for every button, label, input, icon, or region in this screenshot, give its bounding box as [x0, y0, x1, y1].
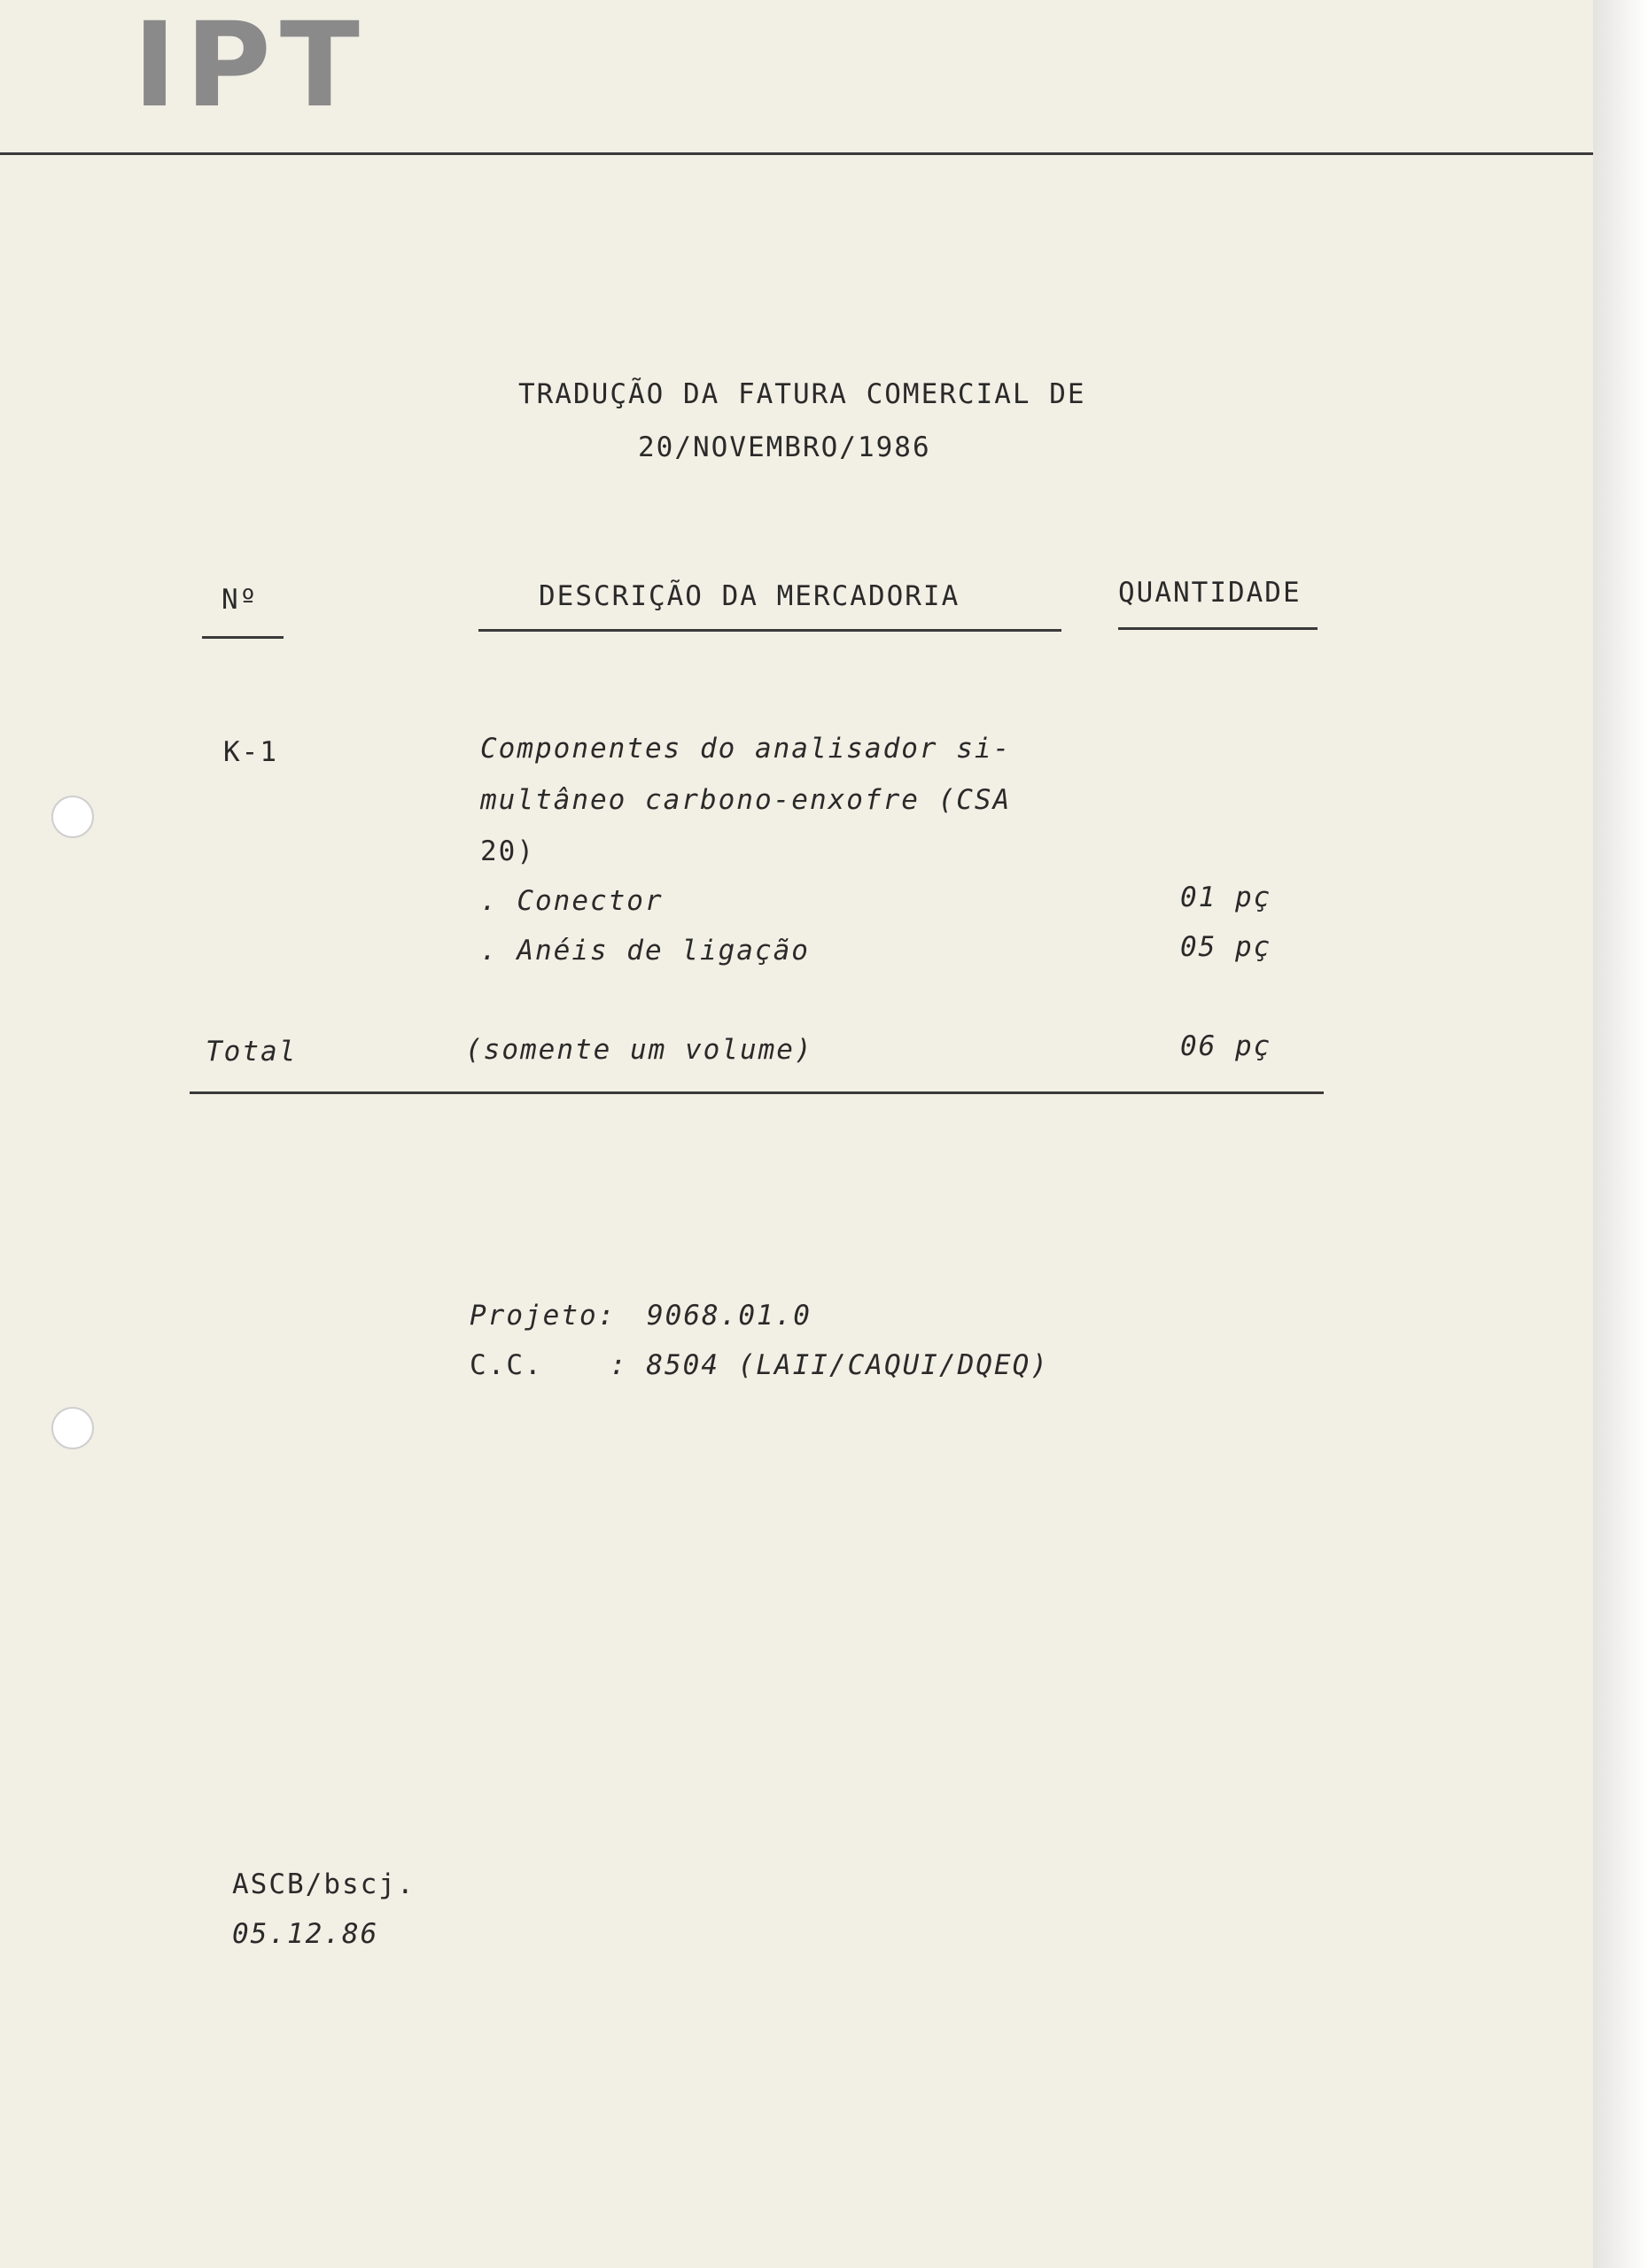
total-label: Total: [206, 1036, 298, 1068]
total-note: (somente um volume): [465, 1034, 813, 1066]
header-number-underline: [202, 636, 284, 639]
header-number: Nº: [222, 584, 259, 616]
item-number: K-1: [223, 736, 278, 768]
title-line-1: TRADUÇÃO DA FATURA COMERCIAL DE: [518, 378, 1086, 410]
footer-date: 05.12.86: [232, 1918, 379, 1950]
projeto-value: 9068.01.0: [647, 1300, 812, 1332]
header-quantity: QUANTIDADE: [1118, 577, 1302, 609]
projeto-label: Projeto:: [470, 1300, 617, 1332]
letterhead-logo: IPT: [133, 0, 369, 134]
footer-initials: ASCB/bscj.: [232, 1868, 416, 1900]
punch-hole-bottom: [51, 1407, 94, 1449]
total-quantity: 06 pç: [1180, 1030, 1272, 1062]
punch-hole-top: [51, 796, 94, 838]
letterhead-rule: [0, 152, 1593, 155]
header-description-underline: [478, 629, 1061, 632]
subitem-quantity: 01 pç: [1180, 882, 1272, 913]
total-rule: [190, 1091, 1324, 1094]
subitem-label: . Conector: [480, 885, 664, 917]
subitem-label: . Anéis de ligação: [480, 935, 810, 967]
header-description: DESCRIÇÃO DA MERCADORIA: [539, 580, 960, 612]
item-description-line-3: 20): [480, 835, 535, 867]
header-quantity-underline: [1118, 627, 1318, 630]
cc-label: C.C.: [470, 1349, 543, 1381]
title-line-2: 20/NOVEMBRO/1986: [638, 431, 931, 463]
item-description-line-2: multâneo carbono-enxofre (CSA: [480, 784, 1012, 816]
cc-value: : 8504 (LAII/CAQUI/DQEQ): [610, 1349, 1049, 1381]
item-description-line-1: Componentes do analisador si-: [480, 733, 1012, 765]
scan-edge: [1593, 0, 1648, 2268]
subitem-quantity: 05 pç: [1180, 931, 1272, 963]
